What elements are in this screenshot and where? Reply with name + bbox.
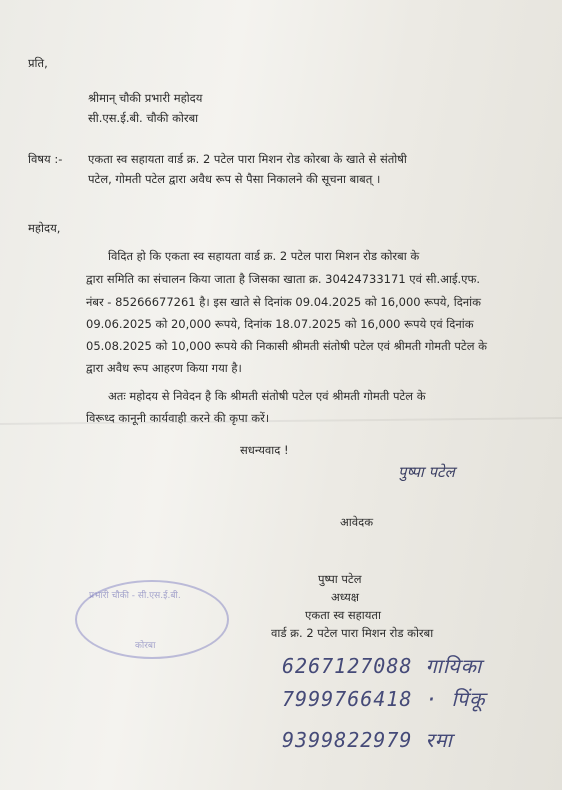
sender-title: अध्यक्ष <box>331 590 360 604</box>
request-line: अतः महोदय से निवेदन है कि श्रीमती संतोषी पटेल एवं श्रीमती गोमती पटेल के <box>108 389 426 403</box>
body-line: द्वारा समिति का संचालन किया जाता है जिसका खाता क्र. 30424733171 एवं सी.आई.एफ. <box>86 272 481 286</box>
subject-line-1: एकता स्व सहायता वार्ड क्र. 2 पटेल पारा मिशन रोड कोरबा के खाते से संतोषी <box>88 152 407 166</box>
subject-label: विषय :- <box>28 152 63 166</box>
body-line: विदित हो कि एकता स्व सहायता वार्ड क्र. 2 पटेल पारा मिशन रोड कोरबा के <box>108 249 420 263</box>
request-line: विरूध्द कानूनी कार्यवाही करने की कृपा करें। <box>86 411 270 425</box>
police-stamp <box>75 580 229 659</box>
recipient-line-1: श्रीमान् चौकी प्रभारी महोदय <box>88 91 203 105</box>
phone-line: 9399822979 रमा <box>282 728 453 752</box>
stamp-text-top: प्रभारी चौकी - सी.एस.ई.बी. <box>89 591 181 601</box>
greeting: महोदय, <box>28 221 61 235</box>
subject-line-2: पटेल, गोमती पटेल द्वारा अवैध रूप से पैसा निकालने की सूचना बाबत् । <box>88 172 381 186</box>
applicant-label: आवेदक <box>340 515 374 529</box>
body-line: 05.08.2025 को 10,000 रूपये की निकासी श्रीमती संतोषी पटेल एवं श्रीमती गोमती पटेल के <box>86 339 487 353</box>
stamp-text-bottom: कोरबा <box>135 641 156 651</box>
recipient-line-2: सी.एस.ई.बी. चौकी कोरबा <box>88 111 199 125</box>
phone-line: 7999766418 · पिंकू <box>282 687 486 711</box>
sender-org: एकता स्व सहायता <box>305 608 381 622</box>
phone-line: 6267127088 गायिका <box>282 654 483 678</box>
signature: पुष्पा पटेल <box>398 463 455 481</box>
body-line: नंबर - 85266677261 है। इस खाते से दिनांक 09.04.2025 को 16,000 रूपये, दिनांक <box>86 295 481 309</box>
body-line: 09.06.2025 को 20,000 रूपये, दिनांक 18.07.2025 को 16,000 रूपये एवं दिनांक <box>86 317 474 331</box>
salutation-to: प्रति, <box>28 56 48 70</box>
sender-address: वार्ड क्र. 2 पटेल पारा मिशन रोड कोरबा <box>271 626 434 640</box>
paper-crease <box>0 417 562 425</box>
sender-name: पुष्पा पटेल <box>318 572 362 586</box>
thanks: सधन्यवाद ! <box>240 443 289 457</box>
body-line: द्वारा अवैध रूप आहरण किया गया है। <box>86 361 242 375</box>
